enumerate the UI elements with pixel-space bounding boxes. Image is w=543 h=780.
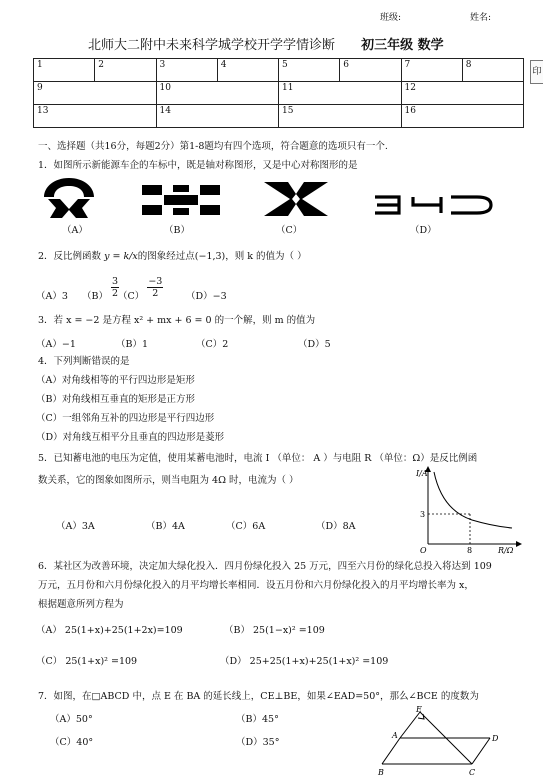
answer-cell[interactable]: 12 xyxy=(401,82,524,105)
q3-option-d[interactable]: （D）5 xyxy=(298,339,331,350)
q6-option-b-label: （B） xyxy=(224,625,250,636)
q7-label-c: C xyxy=(469,768,476,777)
q5-graph xyxy=(412,464,522,554)
q2-point: (−1,3) xyxy=(194,251,226,262)
q6-option-b-equation: 25(1−x)² =109 xyxy=(253,625,325,636)
q5-graph-xlabel: R/Ω xyxy=(498,546,514,554)
section-heading: 一、选择题（共16分，每题2分）第1-8题均有四个选项，符合题意的选项只有一个. xyxy=(38,141,388,152)
q6-stem-line3: 根据题意所列方程为 xyxy=(38,599,124,610)
q6-option-b[interactable] xyxy=(224,622,325,636)
name-label: 姓名: xyxy=(470,13,492,23)
q7-option-b[interactable]: （B）45° xyxy=(236,714,279,725)
q4-option-d[interactable]: （D）对角线互相平分且垂直的四边形是菱形 xyxy=(36,432,225,443)
q5-graph-ytick: 3 xyxy=(420,510,426,519)
q5-stem-line2: 数关系，它的图象如图所示，则当电阻为 4Ω 时，电流为（ ） xyxy=(38,475,299,486)
q5-graph-ylabel: I/A xyxy=(416,469,428,478)
q1-option-a[interactable]: （A） xyxy=(62,225,88,236)
answer-cell[interactable]: 3 xyxy=(156,59,217,82)
answer-cell[interactable]: 10 xyxy=(156,82,279,105)
answer-cell[interactable]: 16 xyxy=(401,105,524,128)
q6-stem-line2: 万元，五月份和六月份绿化投入的月平均增长率相同．设五月份和六月份绿化投入的月平均增长率为 x， xyxy=(38,580,474,591)
q7-option-d[interactable]: （D）35° xyxy=(236,737,280,748)
q3-option-a[interactable]: （A）−1 xyxy=(36,339,76,350)
q2-stem-c: ，则 k 的值为（ ） xyxy=(225,251,307,262)
answer-cell[interactable]: 2 xyxy=(95,59,156,82)
q6-option-c-label: （C） xyxy=(36,656,63,667)
answer-cell[interactable]: 6 xyxy=(340,59,401,82)
q2-option-a[interactable]: （A）3 xyxy=(36,291,68,302)
answer-grid-row xyxy=(34,82,524,105)
q7-option-c[interactable]: （C）40° xyxy=(50,737,94,748)
answer-grid-row xyxy=(34,59,524,82)
q4-option-c[interactable]: （C）一组邻角互补的四边形是平行四边形 xyxy=(36,413,215,424)
q3-option-c[interactable]: （C）2 xyxy=(196,339,229,350)
answer-cell[interactable]: 7 xyxy=(401,59,462,82)
q1-option-c[interactable]: （C） xyxy=(276,225,303,236)
q6-option-d-label: （D） xyxy=(220,656,247,667)
q2-option-b[interactable] xyxy=(82,276,119,302)
answer-cell[interactable]: 15 xyxy=(279,105,402,128)
q5-option-c[interactable]: （C）6A xyxy=(226,521,266,532)
q3-option-b[interactable]: （B）1 xyxy=(116,339,149,350)
q6-stem-line1: 6．某社区为改善环境，决定加大绿化投入．四月份绿化投入 25 万元，四至六月份的绿化总投入将达到 109 xyxy=(38,561,492,572)
school-title: 北师大二附中未来科学城学校开学学情诊断 xyxy=(88,38,336,53)
q7-label-e: E xyxy=(416,705,422,714)
q2-option-c-label: （C） xyxy=(118,291,145,302)
q2-option-c-denominator: 2 xyxy=(152,288,159,299)
q6-option-d-equation: 25+25(1+x)+25(1+x)² =109 xyxy=(249,656,389,667)
q6-option-c-equation: 25(1+x)² =109 xyxy=(65,656,138,667)
q4-stem: 4．下列判断错误的是 xyxy=(38,356,130,367)
q2-stem-b: 的图象经过点 xyxy=(137,251,195,262)
q7-option-a[interactable]: （A）50° xyxy=(50,714,93,725)
q2-option-c[interactable] xyxy=(118,276,163,302)
q3-stem: 3．若 x = −2 是方程 x² + mx + 6 = 0 的一个解，则 m 的值为 xyxy=(38,315,316,326)
page-title xyxy=(88,34,444,53)
q2-stem-a: 2．反比例函数 xyxy=(38,251,102,262)
q6-option-a-label: （A） xyxy=(36,625,62,636)
q7-parallelogram-figure xyxy=(372,704,502,778)
answer-grid-row xyxy=(34,105,524,128)
xpeng-logo-icon xyxy=(262,180,330,218)
q2-option-b-numerator: 3 xyxy=(112,276,119,287)
answer-cell[interactable]: 11 xyxy=(279,82,402,105)
q2-option-d[interactable]: （D）−3 xyxy=(186,291,227,302)
q2-formula: y = k/x xyxy=(104,251,138,262)
q2-option-b-denominator: 2 xyxy=(112,288,119,299)
q4-option-a[interactable]: （A）对角线相等的平行四边形是矩形 xyxy=(36,375,195,386)
answer-cell[interactable]: 5 xyxy=(279,59,340,82)
q4-option-b[interactable]: （B）对角线相互垂直的矩形是正方形 xyxy=(36,394,195,405)
q5-graph-origin: O xyxy=(420,546,427,554)
q1-option-b[interactable]: （B） xyxy=(164,225,190,236)
q2-option-c-numerator: −3 xyxy=(148,276,163,287)
q2-option-c-fraction xyxy=(147,276,163,299)
q6-option-c[interactable] xyxy=(36,653,137,667)
q5-graph-xtick: 8 xyxy=(467,546,473,554)
q5-option-a[interactable]: （A）3A xyxy=(56,521,95,532)
answer-grid xyxy=(33,58,524,128)
q2-option-b-label: （B） xyxy=(82,291,108,302)
nio-logo-icon xyxy=(40,175,98,221)
answer-cell[interactable]: 1 xyxy=(34,59,95,82)
q5-stem-line1: 5．已知蓄电池的电压为定值，使用某蓄电池时，电流 I （单位： A ）与电阻 R （单位：Ω）是反比例函 xyxy=(38,453,478,464)
q1-option-d[interactable]: （D） xyxy=(410,225,437,236)
q6-option-d[interactable] xyxy=(220,653,388,667)
answer-cell[interactable]: 9 xyxy=(34,82,157,105)
class-label: 班级: xyxy=(380,13,402,23)
grade-subject: 初三年级 数学 xyxy=(361,38,444,53)
wey-logo-icon xyxy=(140,183,222,217)
q2-stem xyxy=(38,248,307,262)
q1-stem: 1．如图所示新能源车企的车标中，既是轴对称图形，又是中心对称图形的是 xyxy=(38,160,358,171)
q5-option-b[interactable]: （B）4A xyxy=(146,521,185,532)
q5-option-d[interactable]: （D）8A xyxy=(316,521,356,532)
byd-logo-icon xyxy=(373,194,495,216)
q7-stem: 7．如图，在□ABCD 中，点 E 在 BA 的延长线上，CE⊥BE，如果∠EAD=50°，那么∠BCE 的度数为 xyxy=(38,691,479,702)
answer-cell[interactable]: 13 xyxy=(34,105,157,128)
q7-label-b: B xyxy=(378,768,384,777)
answer-cell[interactable]: 14 xyxy=(156,105,279,128)
answer-cell[interactable]: 4 xyxy=(217,59,278,82)
q6-option-a[interactable] xyxy=(36,622,183,636)
side-tab[interactable]: 印 xyxy=(530,60,543,84)
q6-option-a-equation: 25(1+x)+25(1+2x)=109 xyxy=(64,625,183,636)
answer-cell[interactable]: 8 xyxy=(462,59,523,82)
q7-label-d: D xyxy=(492,734,499,743)
q7-label-a: A xyxy=(392,731,398,740)
